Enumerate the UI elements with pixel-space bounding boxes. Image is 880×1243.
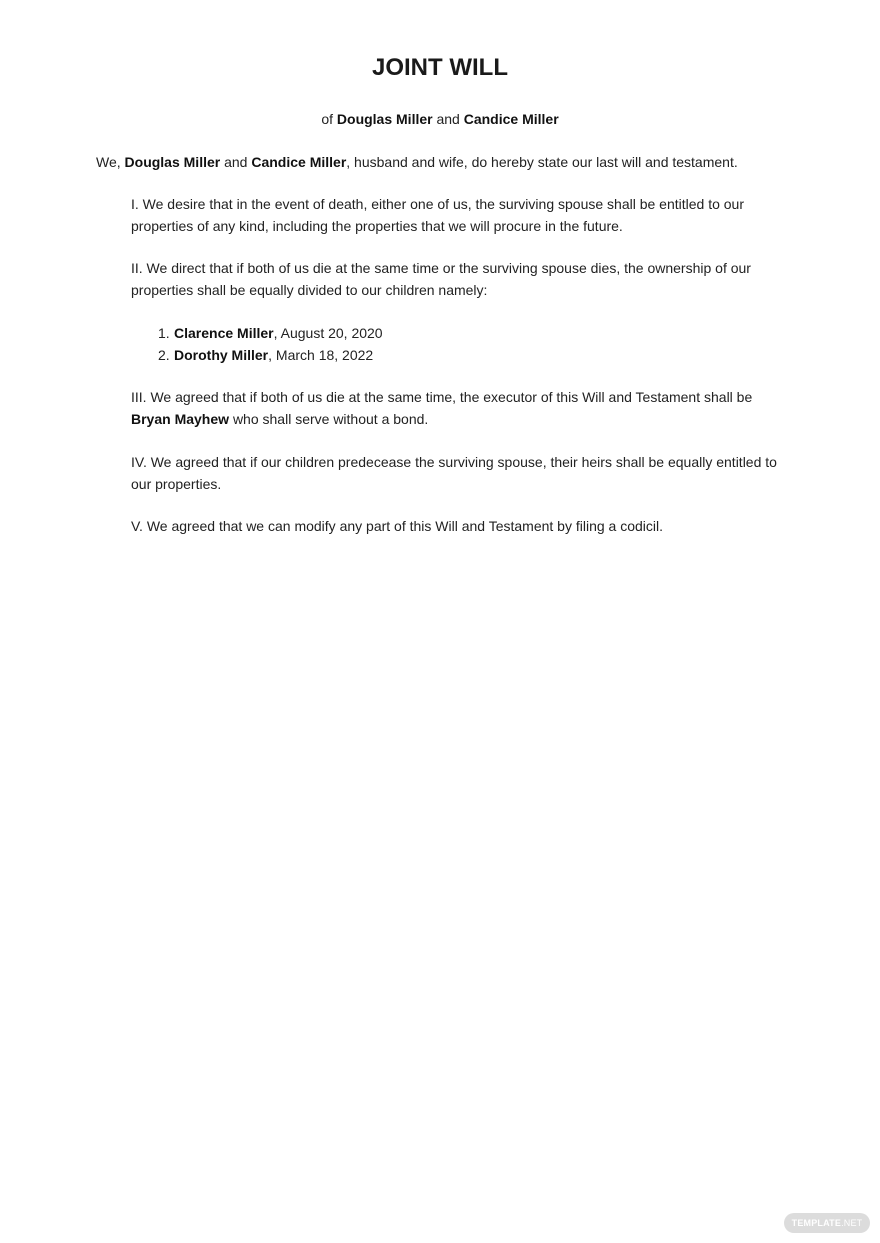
child-name: Dorothy Miller bbox=[174, 346, 269, 363]
watermark-tld: .NET bbox=[841, 1218, 863, 1228]
subtitle-prefix: of bbox=[321, 111, 334, 127]
intro-spouse-name-2: Candice Miller bbox=[251, 154, 347, 170]
list-item bbox=[131, 345, 383, 367]
intro-spouse-name-1: Douglas Miller bbox=[124, 154, 221, 170]
clause-1: I. We desire that in the event of death, either one of us, the surviving spouse shall be entitled to our properties of any kind, including the properties that we will procure in the future. bbox=[131, 196, 745, 234]
document-title: JOINT WILL bbox=[372, 54, 508, 81]
clause-3-suffix: who shall serve without a bond. bbox=[232, 410, 429, 427]
list-number: 2. bbox=[158, 346, 170, 363]
executor-name: Bryan Mayhew bbox=[131, 410, 230, 427]
intro-paragraph bbox=[96, 151, 796, 173]
intro-conjunction: and bbox=[224, 154, 248, 170]
clause-3-prefix: III. We agreed that if both of us die at the same time, the executor of this Will and Testament shall be bbox=[131, 389, 753, 405]
clause-2: II. We direct that if both of us die at the same time or the surviving spouse dies, the ownership of our properties shall be equally divided to our children namely: bbox=[131, 260, 751, 298]
spouse-name-2: Candice Miller bbox=[463, 111, 559, 127]
watermark-brand: TEMPLATE bbox=[791, 1218, 842, 1228]
list-item bbox=[131, 323, 383, 345]
children-list bbox=[131, 323, 383, 366]
spouse-name-1: Douglas Miller bbox=[336, 111, 433, 127]
document-subtitle bbox=[0, 108, 880, 130]
subtitle-conjunction: and bbox=[436, 111, 460, 127]
clause-4: IV. We agreed that if our children predecease the surviving spouse, their heirs shall be equally entitled to our properties. bbox=[131, 454, 777, 492]
child-birthdate: , March 18, 2022 bbox=[268, 346, 374, 363]
intro-suffix: , husband and wife, do hereby state our last will and testament. bbox=[346, 154, 738, 170]
child-birthdate: , August 20, 2020 bbox=[273, 325, 383, 341]
clause-5: V. We agreed that we can modify any part of this Will and Testament by filing a codicil. bbox=[131, 518, 664, 534]
template-net-watermark bbox=[784, 1213, 870, 1233]
intro-prefix: We, bbox=[96, 154, 121, 170]
clause-3 bbox=[131, 387, 786, 430]
list-number: 1. bbox=[158, 325, 170, 341]
child-name: Clarence Miller bbox=[174, 325, 274, 341]
